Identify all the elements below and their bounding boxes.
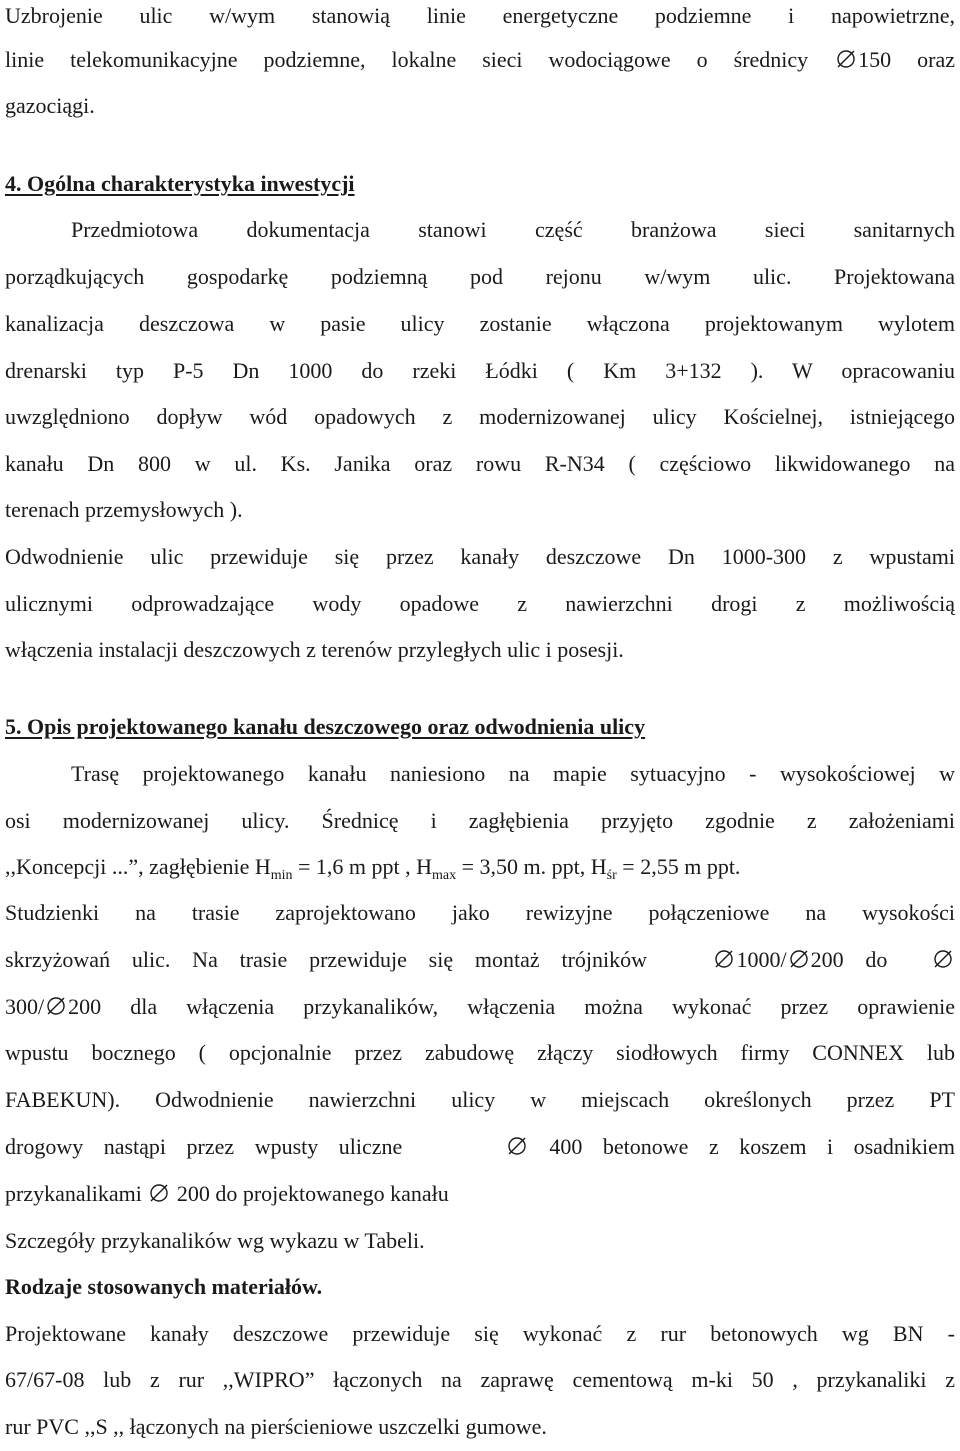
intro-line-2-text: linie telekomunikacyjne podziemne, lokalne sieci wodociągowe o średnicy: [5, 47, 835, 72]
subscript-sr: śr: [606, 868, 617, 883]
intro-line-3: gazociągi.: [5, 93, 95, 118]
section-4-heading: 4. Ogólna charakterystyka inwestycji: [5, 171, 355, 196]
subscript-min: min: [270, 868, 293, 883]
materials-heading: Rodzaje stosowanych materiałów.: [5, 1274, 323, 1299]
section-4-p1-line: terenach przemysłowych ).: [5, 497, 243, 522]
materials-line-3: rur PVC ,,S ,, łączonych na pierścieniowe uszczelki gumowe.: [5, 1414, 547, 1439]
section-4-p1-line: uwzględniono dopływ wód opadowych z modernizowanej ulicy Kościelnej, istniejącego: [5, 404, 955, 429]
section-4-p2-line: Odwodnienie ulic przewiduje się przez kanały deszczowe Dn 1000-300 z wpustami: [5, 544, 955, 569]
section-4-p1-line: kanalizacja deszczowa w pasie ulicy zostanie włączona projektowanym wylotem: [5, 311, 955, 336]
section-4-p1-line: drenarski typ P-5 Dn 1000 do rzeki Łódki ( Km 3+132 ). W opracowaniu: [5, 358, 955, 383]
diameter-icon: [46, 996, 66, 1016]
materials-line-2: 67/67-08 lub z rur ,,WIPRO” łączonych na zaprawę cementową m-ki 50 , przykanaliki z: [5, 1367, 955, 1392]
section-5-p1-line-1: Trasę projektowanego kanału naniesiono na mapie sytuacyjno - wysokościowej w: [71, 761, 955, 786]
diameter-icon: [933, 949, 953, 969]
diameter-icon: [714, 949, 734, 969]
section-5-p2-line-5: FABEKUN). Odwodnienie nawierzchni ulicy w miejscach określonych przez PT: [5, 1087, 955, 1112]
section-5-p2-line-6: drogowy nastąpi przez wpusty uliczne 400 betonowe z koszem i osadnikiem: [5, 1134, 956, 1159]
intro-line-2: [5, 44, 955, 76]
intro-line-1: Uzbrojenie ulic w/wym stanowią linie energetyczne podziemne i napowietrzne,: [5, 3, 955, 28]
section-4-p2-line: włączenia instalacji deszczowych z terenów przyległych ulic i posesji.: [5, 637, 624, 662]
section-5-p2-line-4: wpustu bocznego ( opcjonalnie przez zabudowę złączy siodłowych firmy CONNEX lub: [5, 1040, 955, 1065]
section-5-p1-line-2: osi modernizowanej ulicy. Średnicę i zagłębienia przyjęto zgodnie z założeniami: [5, 808, 955, 833]
section-5-p2-line-1: Studzienki na trasie zaprojektowano jako rewizyjne połączeniowe na wysokości: [5, 900, 955, 925]
depth-values-line: ,,Koncepcji ...”, zagłębienie $H_{min} = 1,6$ m ppt , $H_{max} = 3,50$ m. ppt, $H_{śr} = 2,55$ m ppt.: [5, 854, 741, 883]
diameter-icon: [149, 1183, 169, 1203]
section-5-p2-line-3: 300/ 200 dla włączenia przykanalików, włączenia można wykonać przez oprawienie: [5, 994, 955, 1019]
diameter-icon: [836, 49, 856, 69]
diameter-icon: [789, 949, 809, 969]
subscript-max: max: [432, 868, 457, 883]
section-4-p1-line: Przedmiotowa dokumentacja stanowi część branżowa sieci sanitarnych: [71, 217, 955, 242]
materials-line-1: Projektowane kanały deszczowe przewiduje się wykonać z rur betonowych wg BN -: [5, 1321, 955, 1346]
section-5-heading: 5. Opis projektowanego kanału deszczowego oraz odwodnienia ulicy: [5, 714, 646, 739]
section-5-p2-line-2: skrzyżowań ulic. Na trasie przewiduje się montaż trójników 1000/ 200 do: [5, 944, 955, 976]
section-5-p3: Szczegóły przykanalików wg wykazu w Tabeli.: [5, 1228, 425, 1253]
section-5-p2-line-7: przykanalikami 200 do projektowanego kanału: [5, 1181, 449, 1206]
intro-line-2-tail: 150 oraz: [858, 47, 955, 72]
section-4-p1-line: porządkujących gospodarkę podziemną pod rejonu w/wym ulic. Projektowana: [5, 264, 955, 289]
section-4-p2-line: ulicznymi odprowadzające wody opadowe z nawierzchni drogi z możliwością: [5, 591, 955, 616]
diameter-icon: [507, 1136, 527, 1156]
section-4-p1-line: kanału Dn 800 w ul. Ks. Janika oraz rowu R-N34 ( częściowo likwidowanego na: [5, 451, 955, 476]
